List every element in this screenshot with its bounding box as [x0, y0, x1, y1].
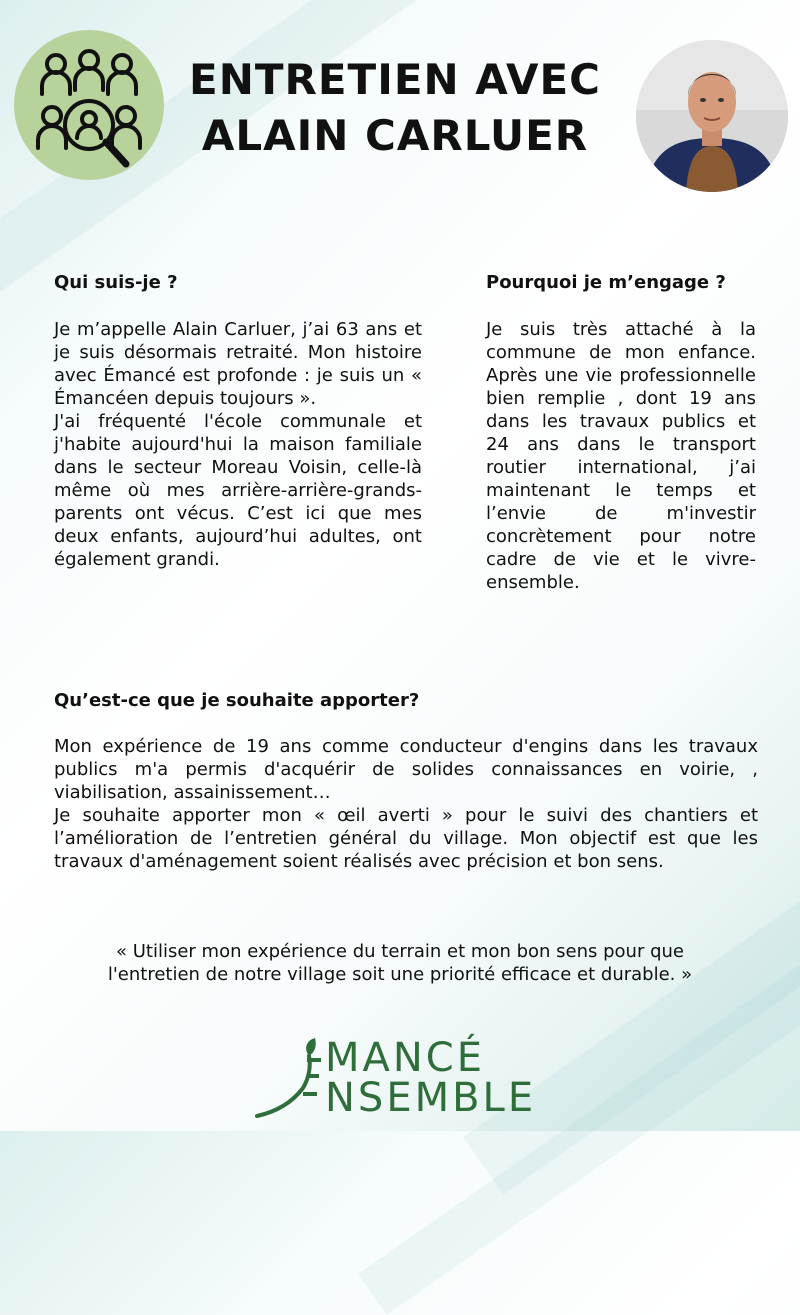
- quote-line-2: l'entretien de notre village soit une priorité efficace et durable. »: [107, 964, 693, 985]
- portrait-photo: [636, 40, 788, 192]
- page-title: [170, 52, 620, 164]
- who-paragraph-2: J'ai fréquenté l'école communale et j'habite aujourd'hui la maison familiale dans le secteur Moreau Voisin, celle-là même où mes arrière-arrière-grands-parents ont vécus. C’est ici que mes deux enfants, aujourd’hui adultes, ont également grandi.: [54, 411, 422, 570]
- quote-line-1: « Utiliser mon expérience du terrain et mon bon sens pour que: [116, 941, 684, 962]
- who-heading: Qui suis-je ?: [54, 272, 178, 293]
- closing-quote: [40, 940, 760, 986]
- bring-paragraph-1: Mon expérience de 19 ans comme conducteur d'engins dans les travaux publics m'a permis d'acquérir de solides connaissances en voirie, , viabilisation, assainissement…: [54, 736, 758, 803]
- why-paragraph-1: Je suis très attaché à la commune de mon enfance. Après une vie professionnelle bien remplie , dont 19 ans dans les travaux publics et 24 ans dans le transport routier international, j’ai maintenant le temps et l’envie de m'investir concrètement pour notre cadre de vie et le vivre-ensemble.: [486, 319, 756, 593]
- bring-heading: Qu’est-ce que je souhaite apporter?: [54, 690, 420, 711]
- who-text: [54, 318, 422, 571]
- why-text: [486, 318, 756, 594]
- logo-line-1: MANCÉ: [325, 1035, 485, 1081]
- people-search-icon: [14, 30, 164, 180]
- why-heading: Pourquoi je m’engage ?: [486, 272, 726, 293]
- title-line-2: ALAIN CARLUER: [201, 111, 589, 160]
- logo-line-2: NSEMBLE: [325, 1075, 537, 1121]
- bring-paragraph-2: Je souhaite apporter mon « œil averti » pour le suivi des chantiers et l’amélioration de l’entretien général du village. Mon objectif est que les travaux d'aménagement soient réalisés avec précision et bon sens.: [54, 805, 758, 872]
- leaf-icon: [255, 1036, 325, 1120]
- title-line-1: ENTRETIEN AVEC: [189, 55, 601, 104]
- bring-text: [54, 735, 758, 873]
- emance-ensemble-logo: [255, 1036, 555, 1120]
- who-paragraph-1: Je m’appelle Alain Carluer, j’ai 63 ans et je suis désormais retraité. Mon histoire avec Émancé est profonde : je suis un « Émancéen depuis toujours ».: [54, 319, 422, 409]
